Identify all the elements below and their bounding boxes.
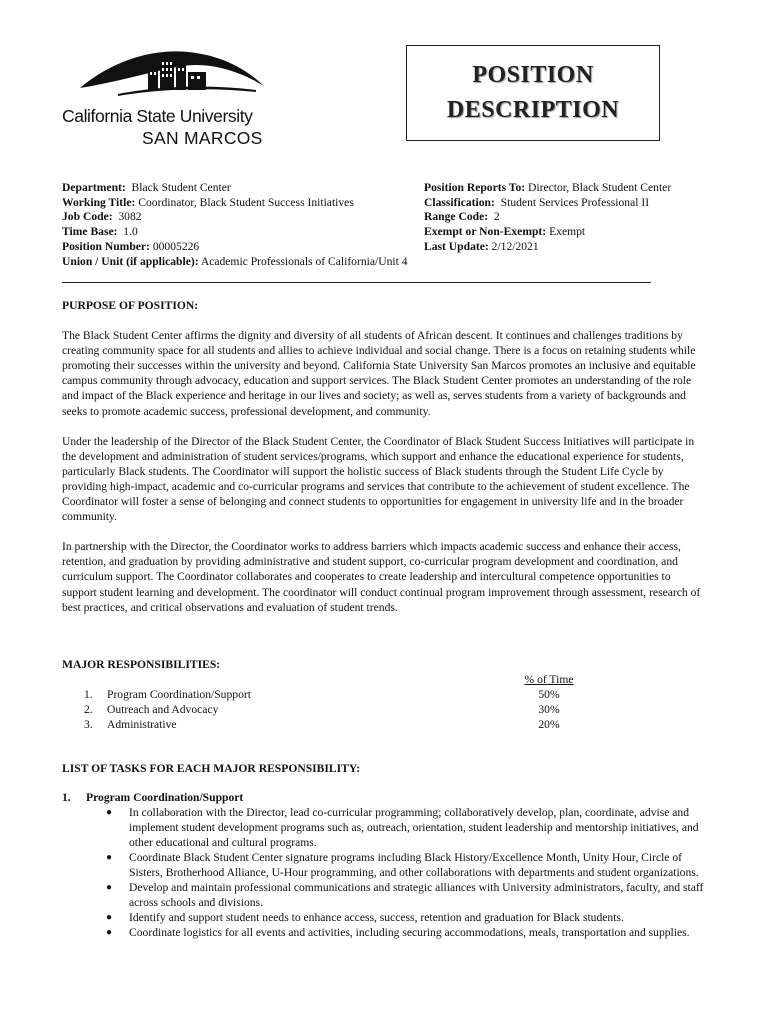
bullet-icon: ● bbox=[106, 912, 113, 923]
classification-label: Classification: bbox=[424, 195, 495, 209]
campus-skyline-icon bbox=[78, 44, 268, 106]
time-base-row bbox=[62, 225, 408, 240]
responsibility-row bbox=[62, 717, 622, 732]
task-item bbox=[62, 880, 712, 910]
purpose-paragraph-2: Under the leadership of the Director of the Black Student Center, the Coordinator of Black Student Success Initiatives will participate in the development and administration of student services/programs, which support and enhance the educational experience for students, particularly Black students. The Coordinator will support the holistic success of Black students through the Student Life Cycle by providing high-impact, academic and co-curricular programs and services that contribute to the achievement of student excellence. The Coordinator will foster a sense of belonging and connect students to opportunities for engagement in university life and in the broader community. bbox=[62, 434, 695, 524]
reports-to-value: Director, Black Student Center bbox=[528, 181, 672, 194]
responsibility-name: Administrative bbox=[107, 718, 177, 731]
responsibility-number: 2. bbox=[84, 703, 93, 716]
department-row bbox=[62, 181, 408, 196]
task-item bbox=[62, 805, 712, 850]
title-box bbox=[406, 45, 660, 141]
reports-to-label: Position Reports To: bbox=[424, 181, 526, 194]
task-group-title bbox=[62, 790, 712, 805]
title-line-1: POSITION bbox=[472, 62, 594, 88]
purpose-heading: PURPOSE OF POSITION: bbox=[62, 299, 199, 312]
position-number-value: 00005226 bbox=[152, 239, 200, 253]
percent-time-header: % of Time bbox=[524, 673, 574, 686]
responsibility-row bbox=[62, 702, 622, 717]
tasks-section bbox=[62, 761, 712, 940]
exempt-label: Exempt or Non-Exempt: bbox=[424, 225, 547, 239]
horizontal-divider bbox=[62, 282, 651, 283]
position-info-right bbox=[424, 181, 671, 255]
job-code-row bbox=[62, 210, 408, 225]
union-label: Union / Unit (if applicable): bbox=[62, 254, 199, 268]
bullet-icon: ● bbox=[106, 852, 113, 863]
position-info-left bbox=[62, 181, 408, 269]
range-code-row bbox=[424, 210, 671, 225]
last-update-row bbox=[424, 240, 671, 255]
bullet-icon: ● bbox=[106, 807, 113, 818]
task-item bbox=[62, 910, 712, 925]
range-code-label: Range Code: bbox=[424, 210, 489, 224]
task-item bbox=[62, 850, 712, 880]
exempt-value: Exempt bbox=[549, 225, 586, 239]
purpose-paragraph-3: In partnership with the Director, the Coordinator works to address barriers which impacts academic success and enhance their access, retention, and graduation by providing administrative and student support, co-curricular program development and coordination, and curriculum support. The Coordinator collaborates and cooperates to create leadership and intercultural competence opportunities to support student learning and development. The coordinator will conduct continual program improvement through assessment, research of best practices, and critical observations and evaluation of student trends. bbox=[62, 540, 701, 614]
responsibility-number: 3. bbox=[84, 718, 93, 731]
union-value: Academic Professionals of California/Unit 4 bbox=[200, 254, 408, 268]
last-update-label: Last Update: bbox=[424, 239, 489, 253]
bullet-icon: ● bbox=[106, 882, 113, 893]
task-text: Develop and maintain professional communications and strategic alliances with University administrators, faculty, and staff across schools and divisions. bbox=[129, 881, 704, 909]
position-number-row bbox=[62, 240, 408, 255]
responsibility-name: Outreach and Advocacy bbox=[107, 703, 219, 716]
task-group-number: 1. bbox=[62, 791, 71, 804]
campus-name: SAN MARCOS bbox=[142, 128, 263, 148]
working-title-label: Working Title: bbox=[62, 195, 136, 209]
task-text: In collaboration with the Director, lead co-curricular programming; collaboratively develop, plan, coordinate, advise and implement student development programs such as, outreach, orientation, student leadership and mentorship initiatives, and other educational and cultural programs. bbox=[129, 806, 699, 849]
tasks-heading: LIST OF TASKS FOR EACH MAJOR RESPONSIBILITY: bbox=[62, 762, 361, 775]
task-text: Coordinate logistics for all events and activities, including securing accommodations, meals, transportation and supplies. bbox=[129, 926, 690, 939]
task-group-name: Program Coordination/Support bbox=[86, 791, 244, 804]
title-line-2: DESCRIPTION bbox=[446, 97, 620, 123]
reports-to-row bbox=[424, 181, 671, 196]
responsibility-row bbox=[62, 687, 622, 702]
responsibility-name: Program Coordination/Support bbox=[107, 688, 251, 701]
exempt-row bbox=[424, 225, 671, 240]
union-row bbox=[62, 255, 408, 270]
responsibilities-pct-header-row bbox=[62, 672, 622, 687]
responsibilities-heading-row bbox=[62, 657, 622, 672]
task-text: Identify and support student needs to enhance access, success, retention and graduation for Black students. bbox=[129, 911, 624, 924]
responsibility-number: 1. bbox=[84, 688, 93, 701]
task-list bbox=[62, 805, 712, 940]
time-base-label: Time Base: bbox=[62, 225, 118, 239]
bullet-icon: ● bbox=[106, 927, 113, 938]
task-text: Coordinate Black Student Center signature programs including Black History/Excellence Month, Unity Hour, Circle of Sisters, Brotherhood Alliance, U-Hour programming, and other collaborations with departments and student organizations. bbox=[129, 851, 699, 879]
responsibility-percent: 50% bbox=[538, 688, 560, 701]
department-label: Department: bbox=[62, 181, 126, 194]
responsibilities-section bbox=[62, 657, 622, 732]
purpose-paragraph-1: The Black Student Center affirms the dignity and diversity of all students of African descent. It continues and challenges traditions by creating community space for all students and allies to achieve individual and social change. There is a focus on retaining students while promoting their successes within the university and beyond. California State University San Marcos promotes an inclusive and equitable campus community through advocacy, education and support services. The Black Student Center promotes an understanding of the role and impact of the Black experience and heritage in our lives and society; as well as, serves students from a variety of backgrounds and seeks to promote academic success, professional development, and community. bbox=[62, 329, 696, 418]
job-code-value: 3082 bbox=[118, 210, 142, 224]
responsibility-percent: 30% bbox=[538, 703, 560, 716]
responsibility-percent: 20% bbox=[538, 718, 560, 731]
university-logo bbox=[62, 44, 282, 152]
last-update-value: 2/12/2021 bbox=[491, 239, 539, 253]
department-value: Black Student Center bbox=[131, 181, 231, 194]
position-number-label: Position Number: bbox=[62, 239, 150, 253]
university-name: California State University bbox=[62, 106, 253, 126]
working-title-row bbox=[62, 196, 408, 211]
classification-row bbox=[424, 196, 671, 211]
time-base-value: 1.0 bbox=[123, 225, 138, 239]
task-item bbox=[62, 925, 712, 940]
range-code-value: 2 bbox=[493, 210, 500, 224]
responsibilities-heading: MAJOR RESPONSIBILITIES: bbox=[62, 658, 221, 671]
classification-value: Student Services Professional II bbox=[500, 195, 650, 209]
purpose-section bbox=[62, 298, 708, 615]
job-code-label: Job Code: bbox=[62, 210, 113, 224]
working-title-value: Coordinator, Black Student Success Initiatives bbox=[138, 195, 354, 209]
